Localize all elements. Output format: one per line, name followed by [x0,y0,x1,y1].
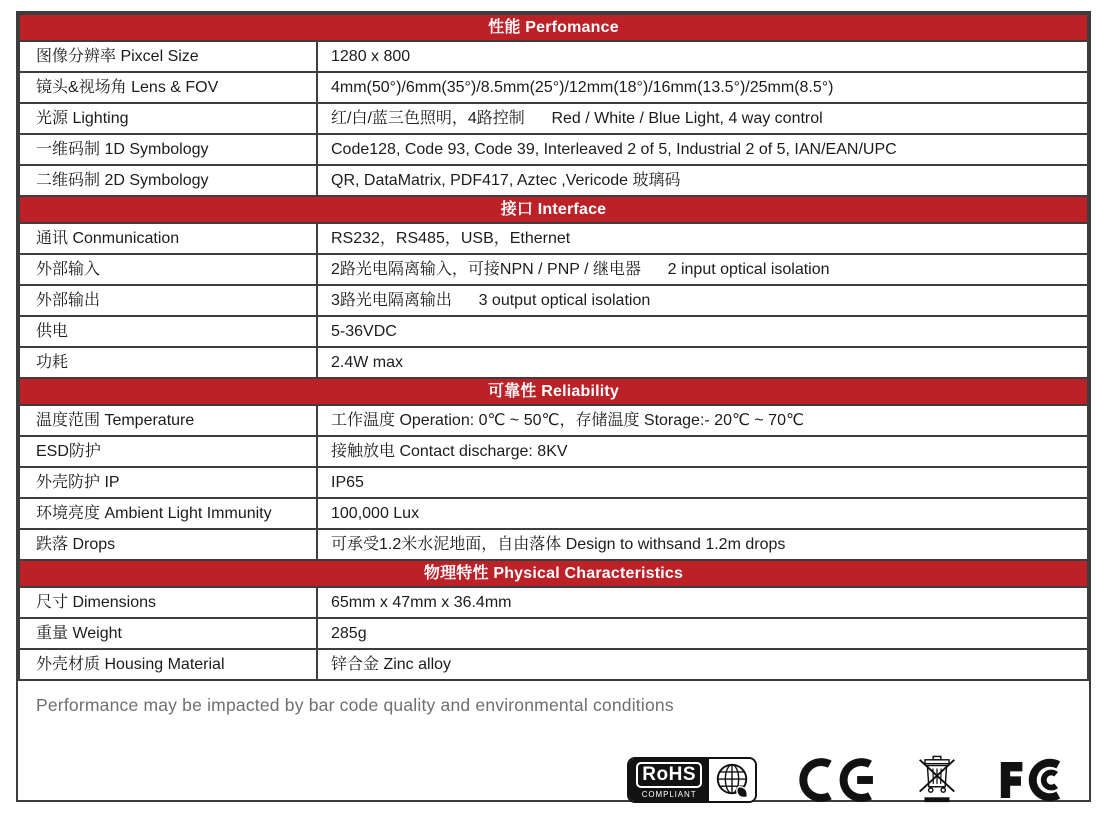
row-label: 跌落 Drops [19,529,317,560]
row-label: 外壳防护 IP [19,467,317,498]
row-value: 红/白/蓝三色照明，4路控制 Red / White / Blue Light, 4 way control [317,103,1088,134]
rohs-text-block [629,759,709,801]
row-value: 可承受1.2米水泥地面，自由落体 Design to withsand 1.2m drops [317,529,1088,560]
row-value: 4mm(50°)/6mm(35°)/8.5mm(25°)/12mm(18°)/16mm(13.5°)/25mm(8.5°) [317,72,1088,103]
table-row [19,498,1088,529]
table-row [19,405,1088,436]
table-row [19,618,1088,649]
row-label: 通讯 Conmunication [19,223,317,254]
table-row [19,587,1088,618]
table-row [19,529,1088,560]
table-row [19,436,1088,467]
row-label: 二维码制 2D Symbology [19,165,317,196]
row-label: 功耗 [19,347,317,378]
row-value: RS232，RS485，USB，Ethernet [317,223,1088,254]
section-title: 物理特性 Physical Characteristics [19,560,1088,587]
table-row [19,316,1088,347]
table-row [19,285,1088,316]
row-label: ESD防护 [19,436,317,467]
globe-leaf-icon [709,759,755,801]
row-label: 供电 [19,316,317,347]
row-label: 外壳材质 Housing Material [19,649,317,680]
row-value: 5-36VDC [317,316,1088,347]
table-row [19,223,1088,254]
certification-logos [627,755,1067,805]
row-label: 环境亮度 Ambient Light Immunity [19,498,317,529]
fcc-mark-icon [995,757,1067,803]
row-label: 一维码制 1D Symbology [19,134,317,165]
row-label: 镜头&视场角 Lens & FOV [19,72,317,103]
table-row [19,103,1088,134]
row-value: 3路光电隔离输出 3 output optical isolation [317,285,1088,316]
row-label: 外部输入 [19,254,317,285]
footer-area [18,681,1089,817]
rohs-badge [627,757,757,803]
row-value: 100,000 Lux [317,498,1088,529]
disclaimer-note: Performance may be impacted by bar code quality and environmental conditions [36,695,674,715]
row-value: 工作温度 Operation: 0℃ ~ 50℃，存储温度 Storage:- 20℃ ~ 70℃ [317,405,1088,436]
rohs-title: RoHS [636,762,702,788]
section-header-physical [19,560,1088,587]
row-value: 2.4W max [317,347,1088,378]
row-label: 光源 Lighting [19,103,317,134]
weee-bin-icon [917,755,957,805]
rohs-subtitle: COMPLIANT [641,789,697,799]
table-row [19,347,1088,378]
row-value: 285g [317,618,1088,649]
table-row [19,72,1088,103]
row-value: 2路光电隔离输入，可接NPN / PNP / 继电器 2 input optical isolation [317,254,1088,285]
row-value: 接触放电 Contact discharge: 8KV [317,436,1088,467]
section-header-reliability [19,378,1088,405]
table-row [19,467,1088,498]
row-label: 重量 Weight [19,618,317,649]
section-header-interface [19,196,1088,223]
row-label: 外部输出 [19,285,317,316]
table-row [19,254,1088,285]
row-label: 温度范围 Temperature [19,405,317,436]
row-value: 锌合金 Zinc alloy [317,649,1088,680]
table-row [19,165,1088,196]
section-title: 接口 Interface [19,196,1088,223]
row-value: 65mm x 47mm x 36.4mm [317,587,1088,618]
row-label: 尺寸 Dimensions [19,587,317,618]
section-title: 可靠性 Reliability [19,378,1088,405]
section-header-performance [19,14,1088,41]
row-value: QR, DataMatrix, PDF417, Aztec ,Vericode 玻璃码 [317,165,1088,196]
ce-mark-icon [795,757,879,803]
spec-table [18,13,1089,681]
row-value: 1280 x 800 [317,41,1088,72]
table-row [19,41,1088,72]
table-row [19,134,1088,165]
table-row [19,649,1088,680]
row-value: IP65 [317,467,1088,498]
spec-sheet-frame [16,11,1091,802]
row-value: Code128, Code 93, Code 39, Interleaved 2 of 5, Industrial 2 of 5, IAN/EAN/UPC [317,134,1088,165]
section-title: 性能 Perfomance [19,14,1088,41]
row-label: 图像分辨率 Pixcel Size [19,41,317,72]
